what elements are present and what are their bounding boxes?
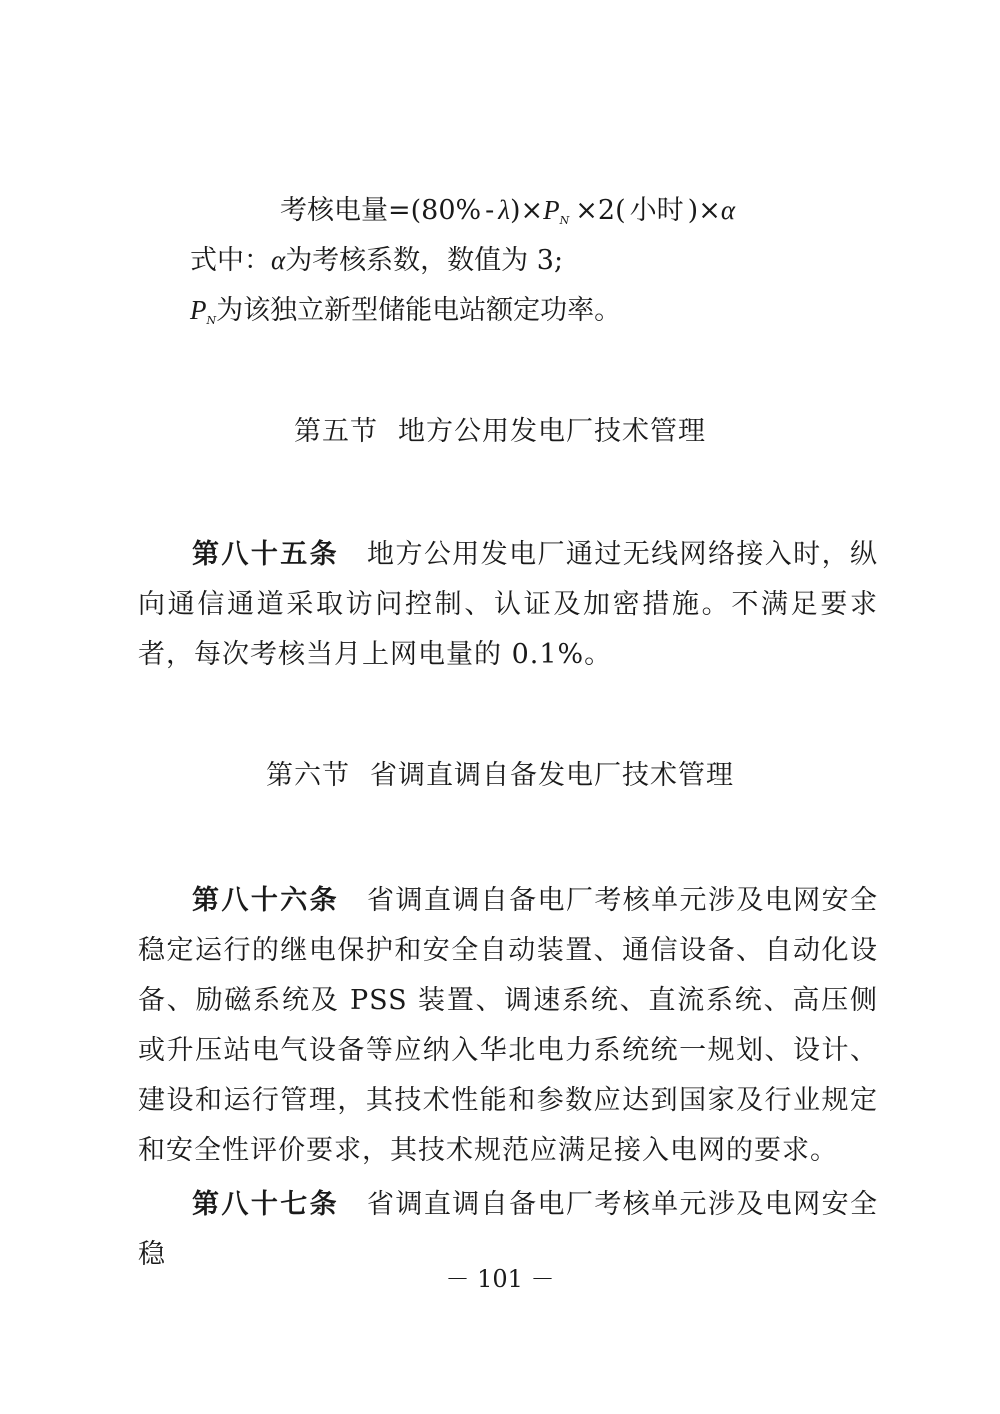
article-86-label: 第八十六条: [192, 885, 340, 916]
section-5-heading: [0, 412, 1000, 452]
article-85: [138, 530, 878, 680]
pn-p: P: [190, 295, 207, 325]
formula-times-2: ×: [575, 195, 598, 226]
assessment-formula: [280, 190, 735, 241]
formula-n-subscript: N: [559, 214, 570, 227]
page-number: － 101 －: [445, 1265, 555, 1293]
where-alpha: α: [271, 245, 286, 275]
formula-alpha: α: [720, 195, 735, 225]
formula-times-1: ×: [520, 195, 544, 226]
formula-times-3: ×: [698, 195, 721, 226]
article-86-text: 省调直调自备电厂考核单元涉及电网安全稳定运行的继电保护和安全自动装置、通信设备、自动化设备、励磁系统及 PSS 装置、调速系统、直流系统、高压侧或升压站电气设备等应纳入华北电力系统统一规划、设计、建设和运行管理，其技术性能和参数应达到国家及行业规定和安全性评价要求，其技术规范应满足接入电网的要求。: [138, 885, 879, 1166]
formula-equals: =: [388, 195, 411, 226]
section-5-title: 地方公用发电厂技术管理: [398, 416, 706, 447]
formula-hours: 小时: [629, 195, 684, 226]
formula-lhs: 考核电量: [280, 195, 388, 226]
where-line: [190, 240, 563, 281]
pn-text: 为该独立新型储能电站额定功率。: [216, 295, 622, 326]
formula-two: 2(: [597, 195, 626, 226]
formula-p: P: [543, 195, 560, 225]
section-5-number: 第五节: [294, 416, 378, 447]
section-6-heading: [0, 756, 1000, 796]
formula-minus: -: [485, 195, 495, 226]
formula-lambda: λ: [498, 195, 510, 225]
article-85-text: 地方公用发电厂通过无线网络接入时，纵向通信通道采取访问控制、认证及加密措施。不满足要求者，每次考核当月上网电量的 0.1%。: [138, 539, 879, 670]
pn-n-subscript: N: [206, 314, 217, 327]
article-85-label: 第八十五条: [192, 539, 340, 570]
formula-open: (80%: [410, 195, 482, 226]
pn-definition-line: [190, 290, 621, 341]
article-87-label: 第八十七条: [192, 1189, 340, 1220]
where-text: 为考核系数，数值为 3;: [285, 245, 564, 276]
section-6-title: 省调直调自备发电厂技术管理: [370, 760, 734, 791]
where-prefix: 式中：: [190, 245, 271, 276]
formula-close-2: ): [687, 195, 699, 226]
section-6-number: 第六节: [266, 760, 350, 791]
article-86: [138, 876, 878, 1176]
article-87-text: 省调直调自备电厂考核单元涉及电网安全稳: [138, 1189, 879, 1270]
formula-close: ): [510, 195, 521, 226]
